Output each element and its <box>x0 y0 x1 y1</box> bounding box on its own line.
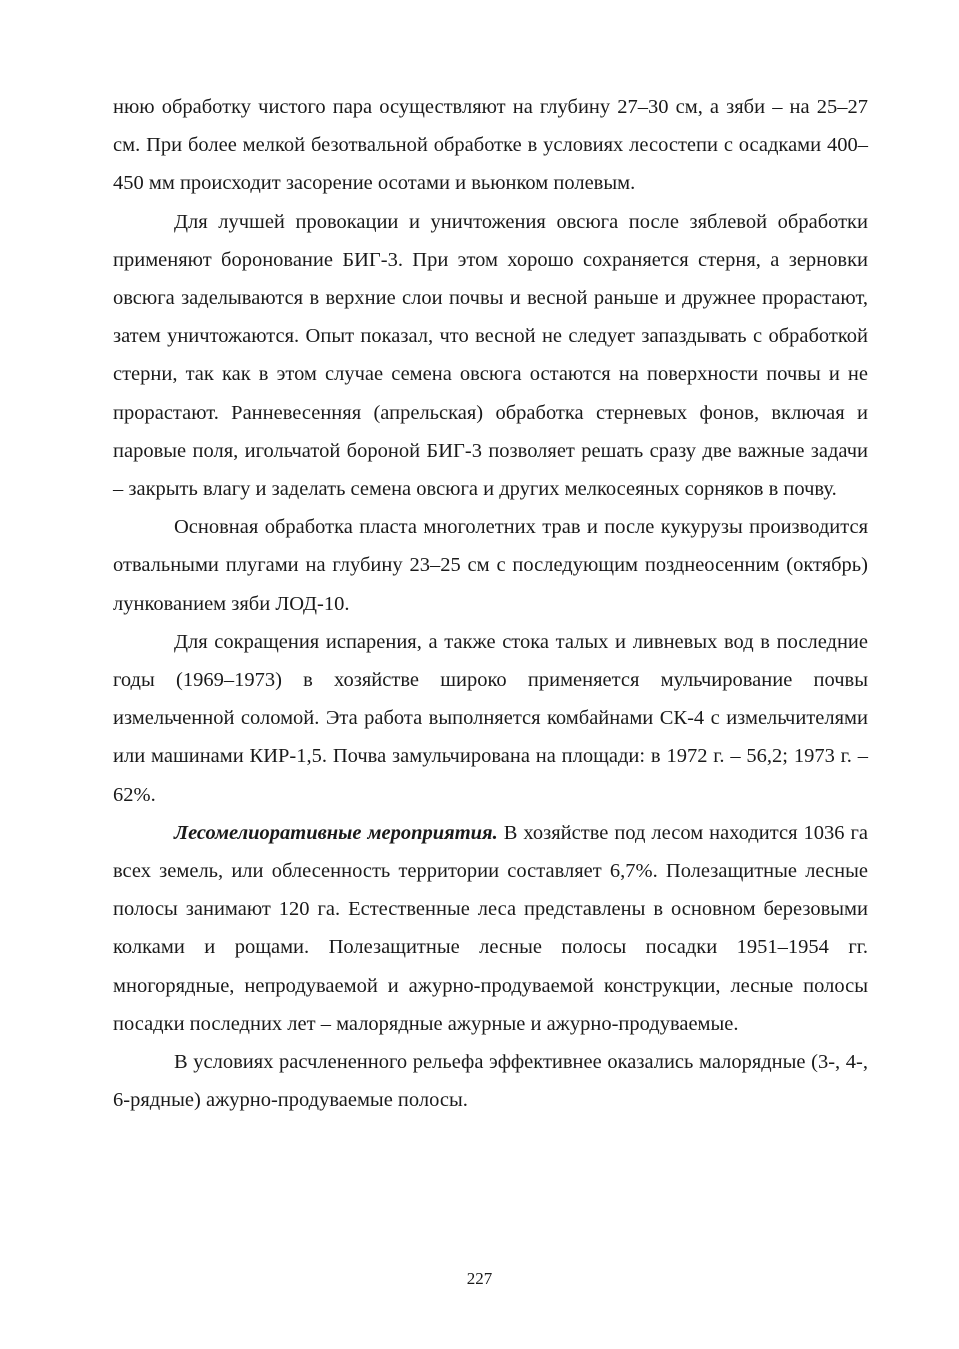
paragraph-forest-measures <box>113 814 868 1043</box>
page-number: 227 <box>466 1269 493 1288</box>
body-text <box>113 88 868 1119</box>
paragraph-relief: В условиях расчлененного рельефа эффективнее оказались малорядные (3-, 4-, 6-рядные) ажурно-продуваемые полосы. <box>113 1051 868 1112</box>
paragraph-forest-measures-text: В хозяйстве под лесом находится 1036 га всех земель, или облесенность территории составляет 6,7%. Полезащитные лесные полосы занимают 120 га. Естественные леса представлены в основном березовыми колками и рощами. Полезащитные лесные полосы посадки 1951–1954 гг. многорядные, непродуваемой и ажурно-продуваемой конструкции, лесные полосы посадки последних лет – малорядные ажурные и ажурно-продуваемые. <box>113 821 869 1035</box>
paragraph-mulching: Для сокращения испарения, а также стока талых и ливневых вод в последние годы (1969–1973) в хозяйстве широко применяется мульчирование почвы измельченной соломой. Эта работа выполняется комбайнами СК-4 с измельчителями или машинами КИР-1,5. Почва замульчирована на площади: в 1972 г. – 56,2; 1973 г. – 62%. <box>113 630 868 806</box>
paragraph-continued: нюю обработку чистого пара осуществляют на глубину 27–30 см, а зяби – на 25–27 см. При более мелкой безотвальной обработке в условиях лесостепи с осадками 400–450 мм происходит засорение осотами и вьюнком полевым. <box>113 96 868 195</box>
paragraph-oat-control: Для лучшей провокации и уничтожения овсюга после зяблевой обработки применяют боронование БИГ-3. При этом хорошо сохраняется стерня, а зерновки овсюга заделываются в верхние слои почвы и весной раньше и дружнее прорастают, затем уничтожаются. Опыт показал, что весной не следует запаздывать с обработкой стерни, так как в этом случае семена овсюга остаются на поверхности почвы и не прорастают. Ранневесенняя (апрельская) обработка стерневых фонов, включая и паровые поля, игольчатой бороной БИГ-3 позволяет решать сразу две важные задачи – закрыть влагу и заделать семена овсюга и других мелкосеяных сорняков в почву. <box>113 210 868 501</box>
paragraph-main-tillage: Основная обработка пласта многолетних трав и после кукурузы производится отвальными плугами на глубину 23–25 см с последующим позднеосенним (октябрь) лункованием зяби ЛОД-10. <box>113 516 868 615</box>
run-in-heading: Лесомелиоративные мероприятия. <box>174 821 498 844</box>
